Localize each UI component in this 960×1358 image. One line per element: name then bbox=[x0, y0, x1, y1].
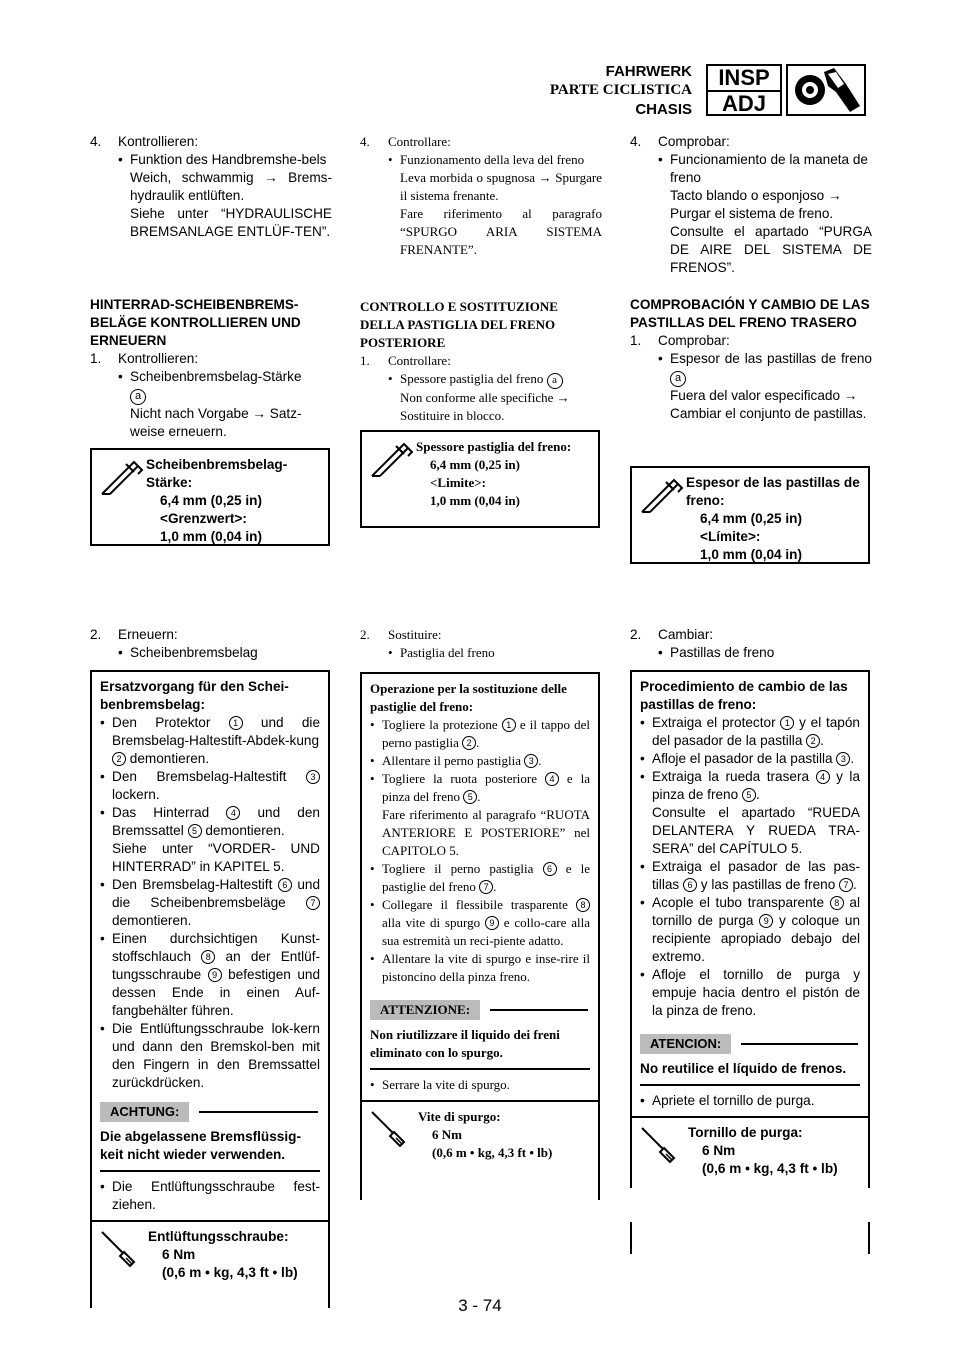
torque-value-alt: (0,6 m • kg, 4,3 ft • lb) bbox=[432, 1145, 553, 1160]
spec-limit-label: <Grenzwert>: bbox=[160, 511, 247, 526]
caliper-gauge-icon bbox=[370, 442, 414, 478]
box-tail bbox=[360, 1168, 600, 1200]
bullet: • bbox=[100, 1021, 105, 1036]
torque-wrench-icon bbox=[98, 1228, 142, 1268]
proc-text: demontieren. bbox=[201, 823, 285, 838]
warning-text: Die abgelassene Bremsflüssig-keit nicht wieder verwenden. bbox=[100, 1122, 320, 1172]
proc-text: und den Bremssattel bbox=[112, 805, 320, 838]
spec-limit-value: 1,0 mm (0,04 in) bbox=[700, 547, 802, 562]
torque-title: Entlüftungsschraube: bbox=[148, 1229, 289, 1244]
bullet: • bbox=[370, 717, 375, 732]
bullet: • bbox=[370, 897, 375, 912]
procedure-title: Ersatzvorgang für den Schei-benbremsbelag: bbox=[100, 679, 289, 712]
step-note: Fuera del valor especificado → Cambiar el conjunto de pastillas. bbox=[670, 388, 867, 421]
proc-text: . bbox=[493, 879, 497, 894]
proc-text: Einen durchsichtigen Kunst-stoffschlauch bbox=[112, 931, 320, 964]
bullet-text: Funzionamento della leva del freno bbox=[400, 152, 585, 167]
proc-text: . bbox=[850, 751, 855, 766]
step-title: Comprobar: bbox=[658, 134, 730, 149]
torque-title: Tornillo de purga: bbox=[688, 1125, 803, 1140]
proc-text: Allentare la vite di spurgo e inse-rire il pistoncino della pinza freno. bbox=[382, 951, 590, 984]
bullet: • bbox=[388, 152, 393, 167]
step-note: Non conforme alle specifiche → Sostituire in blocco. bbox=[400, 390, 570, 423]
proc-text: an der Entlüf-tungsschraube bbox=[112, 949, 320, 982]
proc-text: Allentare il perno pastiglia bbox=[382, 753, 525, 768]
bullet-text: Scheibenbremsbelag bbox=[130, 645, 258, 660]
proc-text: Extraiga la rueda trasera bbox=[652, 769, 816, 784]
procedure-title: Procedimiento de cambio de las pastillas de freno: bbox=[640, 679, 848, 712]
proc-text: Togliere il perno pastiglia bbox=[382, 861, 543, 876]
proc-text: Acople el tubo transparente bbox=[652, 895, 830, 910]
bullet-text: Pastillas de freno bbox=[670, 645, 775, 660]
es-step4 bbox=[630, 133, 872, 277]
proc-text: Die Entlüftungsschraube lok-kern und dann den Bremskol-ben mit den Fingern in den Bremssattel zurückdrücken. bbox=[112, 1021, 320, 1090]
bullet: • bbox=[388, 371, 393, 386]
proc-text: . bbox=[755, 787, 760, 802]
badge-insp: INSP bbox=[708, 66, 780, 92]
bullet: • bbox=[640, 1093, 645, 1108]
spec-limit-label: <Límite>: bbox=[700, 529, 761, 544]
proc-text: Afloje el tornillo de purga y empuje hacia dentro el pistón de la pinza de freno. bbox=[652, 967, 860, 1018]
wrench-icon bbox=[786, 64, 866, 116]
warning-bar bbox=[370, 1000, 590, 1020]
spec-value: 6,4 mm (0,25 in) bbox=[430, 457, 520, 472]
proc-text: und die Bremsbelag-Haltestift-Abdek-kung bbox=[112, 715, 320, 748]
bullet: • bbox=[100, 805, 105, 820]
ref-7: 7 bbox=[839, 878, 853, 892]
bullet: • bbox=[370, 1077, 375, 1092]
bullet: • bbox=[100, 715, 105, 730]
bullet: • bbox=[658, 645, 663, 660]
bullet: • bbox=[118, 369, 123, 384]
bullet: • bbox=[100, 877, 105, 892]
proc-text: e il tappo del perno pastiglia bbox=[382, 717, 590, 750]
step-number: 1. bbox=[90, 351, 102, 366]
es-spec-box bbox=[630, 466, 870, 564]
step-title: Controllare: bbox=[388, 353, 451, 368]
ref-6: 6 bbox=[278, 878, 292, 892]
marker-a: a bbox=[130, 389, 146, 405]
step-title: Kontrollieren: bbox=[118, 134, 199, 149]
warning-text: Non riutilizzare il liquido dei freni eliminato con lo spurgo. bbox=[370, 1020, 590, 1070]
spec-limit-value: 1,0 mm (0,04 in) bbox=[430, 493, 520, 508]
ref-9: 9 bbox=[759, 914, 773, 928]
proc-text: alla vite di spurgo bbox=[382, 915, 485, 930]
procedure-title: Operazione per la sostituzione delle pastiglie del freno: bbox=[370, 681, 567, 714]
ref-2: 2 bbox=[806, 734, 820, 748]
de-step2 bbox=[90, 626, 332, 662]
step-number: 2. bbox=[90, 627, 102, 642]
bullet: • bbox=[640, 769, 645, 784]
proc-text: Das Hinterrad bbox=[112, 805, 227, 820]
bullet: • bbox=[370, 861, 375, 876]
section-heading: HINTERRAD-SCHEIBENBREMS-BELÄGE KONTROLLIEREN UND ERNEUERN bbox=[90, 297, 301, 348]
bullet: • bbox=[658, 351, 663, 366]
warning-label: ACHTUNG: bbox=[100, 1102, 189, 1122]
proc-text: e le pastiglie del freno bbox=[382, 861, 590, 894]
step-number: 4. bbox=[630, 134, 642, 149]
proc-text: Die Entlüftungsschraube fest-ziehen. bbox=[112, 1179, 320, 1212]
bullet: • bbox=[370, 771, 375, 786]
proc-text: y las pastillas de freno bbox=[696, 877, 840, 892]
bullet: • bbox=[658, 152, 663, 167]
bullet: • bbox=[388, 645, 393, 660]
it-spec-box bbox=[360, 430, 600, 528]
es-step2 bbox=[630, 626, 872, 662]
it-procedure-box bbox=[360, 672, 600, 1172]
bullet: • bbox=[640, 715, 645, 730]
step-title: Kontrollieren: bbox=[118, 351, 199, 366]
proc-text: Extraiga el pasador de las pas-tillas bbox=[652, 859, 860, 892]
spec-limit-label: <Limite>: bbox=[430, 475, 486, 490]
proc-reference: Siehe unter “VORDER- UND HINTERRAD” in KAPITEL 5. bbox=[112, 841, 320, 874]
proc-text: y el tapón del pasador de la pastilla bbox=[652, 715, 860, 748]
ref-1: 1 bbox=[780, 716, 794, 730]
proc-text: . bbox=[853, 877, 857, 892]
step-title: Sostituire: bbox=[388, 627, 442, 642]
marker-a: a bbox=[670, 371, 686, 387]
proc-text: Apriete el tornillo de purga. bbox=[652, 1093, 815, 1108]
box-tail bbox=[630, 1222, 870, 1254]
torque-value: 6 Nm bbox=[432, 1127, 462, 1142]
step-number: 2. bbox=[630, 627, 642, 642]
bullet-text: Funcionamiento de la maneta de freno bbox=[670, 152, 868, 185]
it-step4 bbox=[360, 133, 602, 259]
step-number: 4. bbox=[360, 134, 370, 149]
proc-text: Den Protektor bbox=[112, 715, 229, 730]
section-heading: COMPROBACIÓN Y CAMBIO DE LAS PASTILLAS DEL FRENO TRASERO bbox=[630, 297, 870, 330]
proc-text: Den Bremsbelag-Haltestift bbox=[112, 877, 278, 892]
de-spec-box bbox=[90, 448, 330, 546]
proc-text: demontieren. bbox=[126, 751, 210, 766]
insp-adj-badge bbox=[706, 64, 782, 116]
es-section bbox=[630, 296, 872, 423]
proc-text: e la pinza del freno bbox=[382, 771, 591, 804]
proc-text: . bbox=[477, 789, 481, 804]
ref-2: 2 bbox=[112, 752, 126, 766]
ref-4: 4 bbox=[545, 772, 559, 786]
proc-text: Collegare il flessibile trasparente bbox=[382, 897, 576, 912]
bullet: • bbox=[100, 769, 105, 784]
ref-6: 6 bbox=[543, 862, 557, 876]
ref-8: 8 bbox=[576, 898, 590, 912]
ref-5: 5 bbox=[742, 788, 756, 802]
bullet: • bbox=[100, 1179, 105, 1194]
it-step2 bbox=[360, 626, 602, 662]
proc-text: demontieren. bbox=[112, 913, 192, 928]
bullet: • bbox=[118, 152, 123, 167]
ref-8: 8 bbox=[830, 896, 844, 910]
proc-reference: Consulte el apartado “RUEDA DELANTERA Y RUEDA TRA-SERA” del CAPÍTULO 5. bbox=[652, 805, 860, 856]
ref-7: 7 bbox=[306, 896, 320, 910]
caliper-gauge-icon bbox=[640, 478, 684, 514]
marker-a: a bbox=[547, 373, 563, 389]
proc-text: lockern. bbox=[112, 787, 160, 802]
warning-bar bbox=[640, 1034, 860, 1054]
proc-text: al tornillo de purga bbox=[652, 895, 860, 928]
step-note: Weich, schwammig → Brems-hydraulik entlüften. bbox=[130, 170, 332, 203]
ref-2: 2 bbox=[462, 736, 476, 750]
ref-3: 3 bbox=[524, 754, 538, 768]
proc-text: befestigen und dessen Ende in einen Auf-fangbehälter führen. bbox=[112, 967, 321, 1018]
bullet-text: Funktion des Handbremshe-bels bbox=[130, 152, 327, 167]
de-section bbox=[90, 296, 332, 441]
ref-1: 1 bbox=[229, 716, 243, 730]
spec-title: Spessore pastiglia del freno: bbox=[416, 439, 572, 454]
spec-title: Espesor de las pastillas de freno: bbox=[686, 475, 860, 508]
torque-title: Vite di spurgo: bbox=[418, 1109, 501, 1124]
proc-text: . bbox=[476, 735, 480, 750]
step-number: 1. bbox=[630, 333, 642, 348]
ref-5: 5 bbox=[188, 824, 202, 838]
bullet: • bbox=[370, 753, 375, 768]
proc-text: Togliere la protezione bbox=[382, 717, 502, 732]
step-title: Cambiar: bbox=[658, 627, 714, 642]
title-de: FAHRWERK bbox=[605, 63, 692, 80]
bullet: • bbox=[640, 967, 645, 982]
proc-text: y coloque un recipiente apropiado debajo del extremo. bbox=[652, 913, 860, 964]
warning-label: ATENCION: bbox=[640, 1034, 731, 1054]
ref-6: 6 bbox=[683, 878, 697, 892]
warning-bar bbox=[100, 1102, 320, 1122]
title-es: CHASIS bbox=[635, 101, 692, 118]
ref-4: 4 bbox=[816, 770, 830, 784]
proc-text: Afloje el pasador de la pastilla bbox=[652, 751, 837, 766]
spec-title: Scheibenbremsbelag-Stärke: bbox=[146, 457, 288, 490]
bullet: • bbox=[118, 645, 123, 660]
proc-text: Togliere la ruota posteriore bbox=[382, 771, 545, 786]
ref-9: 9 bbox=[208, 968, 222, 982]
proc-text: . bbox=[820, 733, 824, 748]
es-procedure-box bbox=[630, 670, 870, 1188]
step-reference: Consulte el apartado “PURGA DE AIRE DEL SISTEMA DE FRENOS”. bbox=[670, 224, 872, 275]
bullet-text: Scheibenbremsbelag-Stärke bbox=[130, 369, 302, 384]
ref-9: 9 bbox=[485, 916, 499, 930]
ref-3: 3 bbox=[306, 770, 320, 784]
proc-text: e collo-care alla sua estremità un reci-piente adatto. bbox=[382, 915, 590, 948]
proc-text: Extraiga el protector bbox=[652, 715, 781, 730]
proc-text: und die Scheibenbremsbeläge bbox=[112, 877, 320, 910]
bullet: • bbox=[640, 895, 645, 910]
ref-3: 3 bbox=[836, 752, 850, 766]
step-title: Erneuern: bbox=[118, 627, 178, 642]
bullet-text: Spessore pastiglia del freno bbox=[400, 371, 547, 386]
bullet-text: Pastiglia del freno bbox=[400, 645, 495, 660]
ref-4: 4 bbox=[226, 806, 240, 820]
ref-1: 1 bbox=[502, 718, 516, 732]
page-number: 3 - 74 bbox=[458, 1296, 502, 1315]
step-note: Tacto blando o esponjoso → Purgar el sistema de freno. bbox=[670, 188, 842, 221]
ref-7: 7 bbox=[479, 880, 493, 894]
step-note: Leva morbida o spugnosa → Spurgare il sistema frenante. bbox=[400, 170, 602, 203]
spec-value: 6,4 mm (0,25 in) bbox=[700, 511, 802, 526]
bullet: • bbox=[100, 931, 105, 946]
bullet: • bbox=[640, 859, 645, 874]
torque-wrench-icon bbox=[368, 1108, 412, 1148]
spec-value: 6,4 mm (0,25 in) bbox=[160, 493, 262, 508]
torque-value-alt: (0,6 m • kg, 4,3 ft • lb) bbox=[162, 1265, 298, 1280]
torque-spec bbox=[362, 1100, 598, 1172]
bullet-text: Espesor de las pastillas de freno bbox=[670, 351, 872, 366]
warning-text: No reutilice el líquido de frenos. bbox=[640, 1054, 860, 1086]
torque-wrench-icon bbox=[638, 1124, 682, 1164]
de-procedure-box bbox=[90, 670, 330, 1292]
title-it: PARTE CICLISTICA bbox=[549, 82, 692, 98]
proc-text: y la pinza de freno bbox=[652, 769, 860, 802]
spec-limit-value: 1,0 mm (0,04 in) bbox=[160, 529, 262, 544]
proc-text: Den Bremsbelag-Haltestift bbox=[112, 769, 306, 784]
proc-reference: Fare riferimento al paragrafo “RUOTA ANTERIORE E POSTERIORE” nel CAPITOLO 5. bbox=[382, 807, 590, 858]
torque-value: 6 Nm bbox=[702, 1143, 736, 1158]
it-section bbox=[360, 298, 602, 425]
ref-5: 5 bbox=[463, 790, 477, 804]
torque-value: 6 Nm bbox=[162, 1247, 196, 1262]
step-number: 1. bbox=[360, 353, 370, 368]
section-heading: CONTROLLO E SOSTITUZIONE DELLA PASTIGLIA DEL FRENO POSTERIORE bbox=[360, 299, 558, 350]
step-reference: Fare riferimento al paragrafo “SPURGO ARIA SISTEMA FRENANTE”. bbox=[400, 206, 602, 257]
ref-8: 8 bbox=[201, 950, 215, 964]
step-number: 2. bbox=[360, 627, 370, 642]
caliper-gauge-icon bbox=[100, 460, 144, 496]
proc-text: . bbox=[538, 753, 542, 768]
torque-value-alt: (0,6 m • kg, 4,3 ft • lb) bbox=[702, 1161, 838, 1176]
step-note: Nicht nach Vorgabe → Satz-weise erneuern. bbox=[130, 406, 302, 439]
section-titles bbox=[550, 62, 692, 119]
bullet: • bbox=[370, 951, 375, 966]
step-title: Comprobar: bbox=[658, 333, 730, 348]
step-title: Controllare: bbox=[388, 134, 451, 149]
torque-spec bbox=[632, 1116, 868, 1188]
step-number: 4. bbox=[90, 134, 102, 149]
bullet: • bbox=[640, 751, 645, 766]
step-reference: Siehe unter “HYDRAULISCHE BREMSANLAGE ENTLÜF-TEN”. bbox=[130, 206, 332, 239]
badge-adj: ADJ bbox=[721, 91, 766, 116]
de-step4 bbox=[90, 133, 332, 241]
warning-label: ATTENZIONE: bbox=[370, 1000, 480, 1020]
proc-text: Serrare la vite di spurgo. bbox=[382, 1077, 510, 1092]
